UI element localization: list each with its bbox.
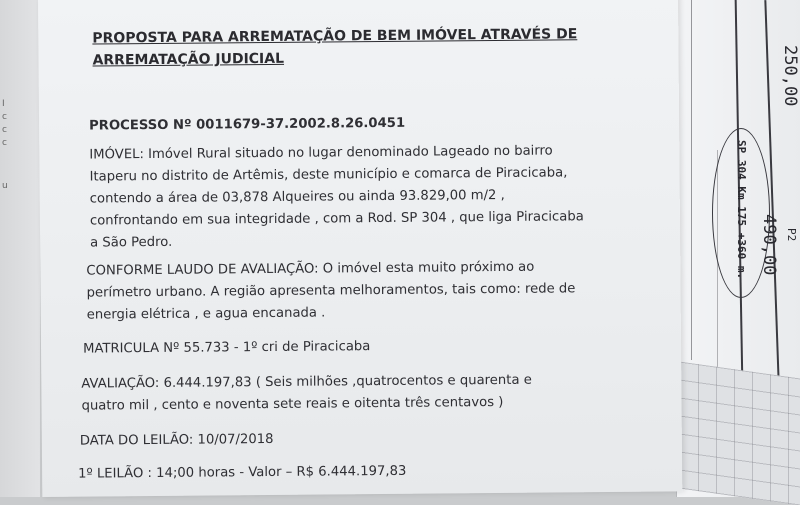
measure-250: 250,00 <box>780 45 800 107</box>
title-line-2: ARREMATAÇÃO JUDICIAL <box>92 50 285 69</box>
point-label: P2 <box>785 228 798 242</box>
primeiro-leilao-line: 1º LEILÃO : 14;00 horas - Valor – R$ 6.444.197,83 <box>78 463 407 482</box>
margin-mark: I <box>2 99 5 109</box>
measure-490: 490,00 <box>759 214 779 276</box>
margin-mark: c <box>2 138 7 148</box>
margin-mark: c <box>2 112 7 122</box>
processo-number: PROCESSO Nº 0011679-37.2002.8.26.0451 <box>89 115 406 134</box>
map-grid-sheet <box>680 362 800 505</box>
imovel-line: confrontando em sua integridade , com a Rod. SP 304 , que liga Piracicaba <box>89 209 584 229</box>
survey-line <box>691 0 692 360</box>
laudo-line: perímetro urbano. A região apresenta melhoramentos, tais como: rede de <box>86 281 576 301</box>
matricula-line: MATRICULA Nº 55.733 - 1º cri de Piracicaba <box>82 339 371 357</box>
laudo-line: CONFORME LAUDO DE AVALIAÇÃO: O imóvel esta muito próximo ao <box>86 259 535 279</box>
document-title <box>92 23 612 72</box>
left-margin-marks <box>2 98 16 193</box>
background-left-edge <box>0 0 40 497</box>
avaliacao-line: AVALIAÇÃO: 6.444.197,83 ( Seis milhões ,quatrocentos e quarenta e <box>81 372 532 392</box>
imovel-line: IMÓVEL: Imóvel Rural situado no lugar denominado Lageado no bairro <box>89 143 553 163</box>
laudo-line: energia elétrica , e agua encanada . <box>86 305 326 323</box>
document-page <box>38 0 682 497</box>
imovel-line: contendo a área de 03,878 Alqueires ou ainda 93.829,00 m/2 , <box>89 187 505 207</box>
imovel-line: Itaperu no distrito de Artêmis, deste município e comarca de Piracicaba, <box>89 165 568 185</box>
imovel-line: a São Pedro. <box>90 234 173 251</box>
margin-mark: c <box>2 125 7 135</box>
avaliacao-line: quatro mil , cento e noventa sete reais e oitenta três centavos ) <box>81 394 504 414</box>
road-label: SP 304 Km 175 +360 m. <box>735 140 748 280</box>
data-leilao-line: DATA DO LEILÃO: 10/07/2018 <box>79 431 274 449</box>
title-line-1: PROPOSTA PARA ARREMATAÇÃO DE BEM IMÓVEL ATRAVÉS DE <box>92 26 578 47</box>
margin-mark: u <box>2 181 8 191</box>
